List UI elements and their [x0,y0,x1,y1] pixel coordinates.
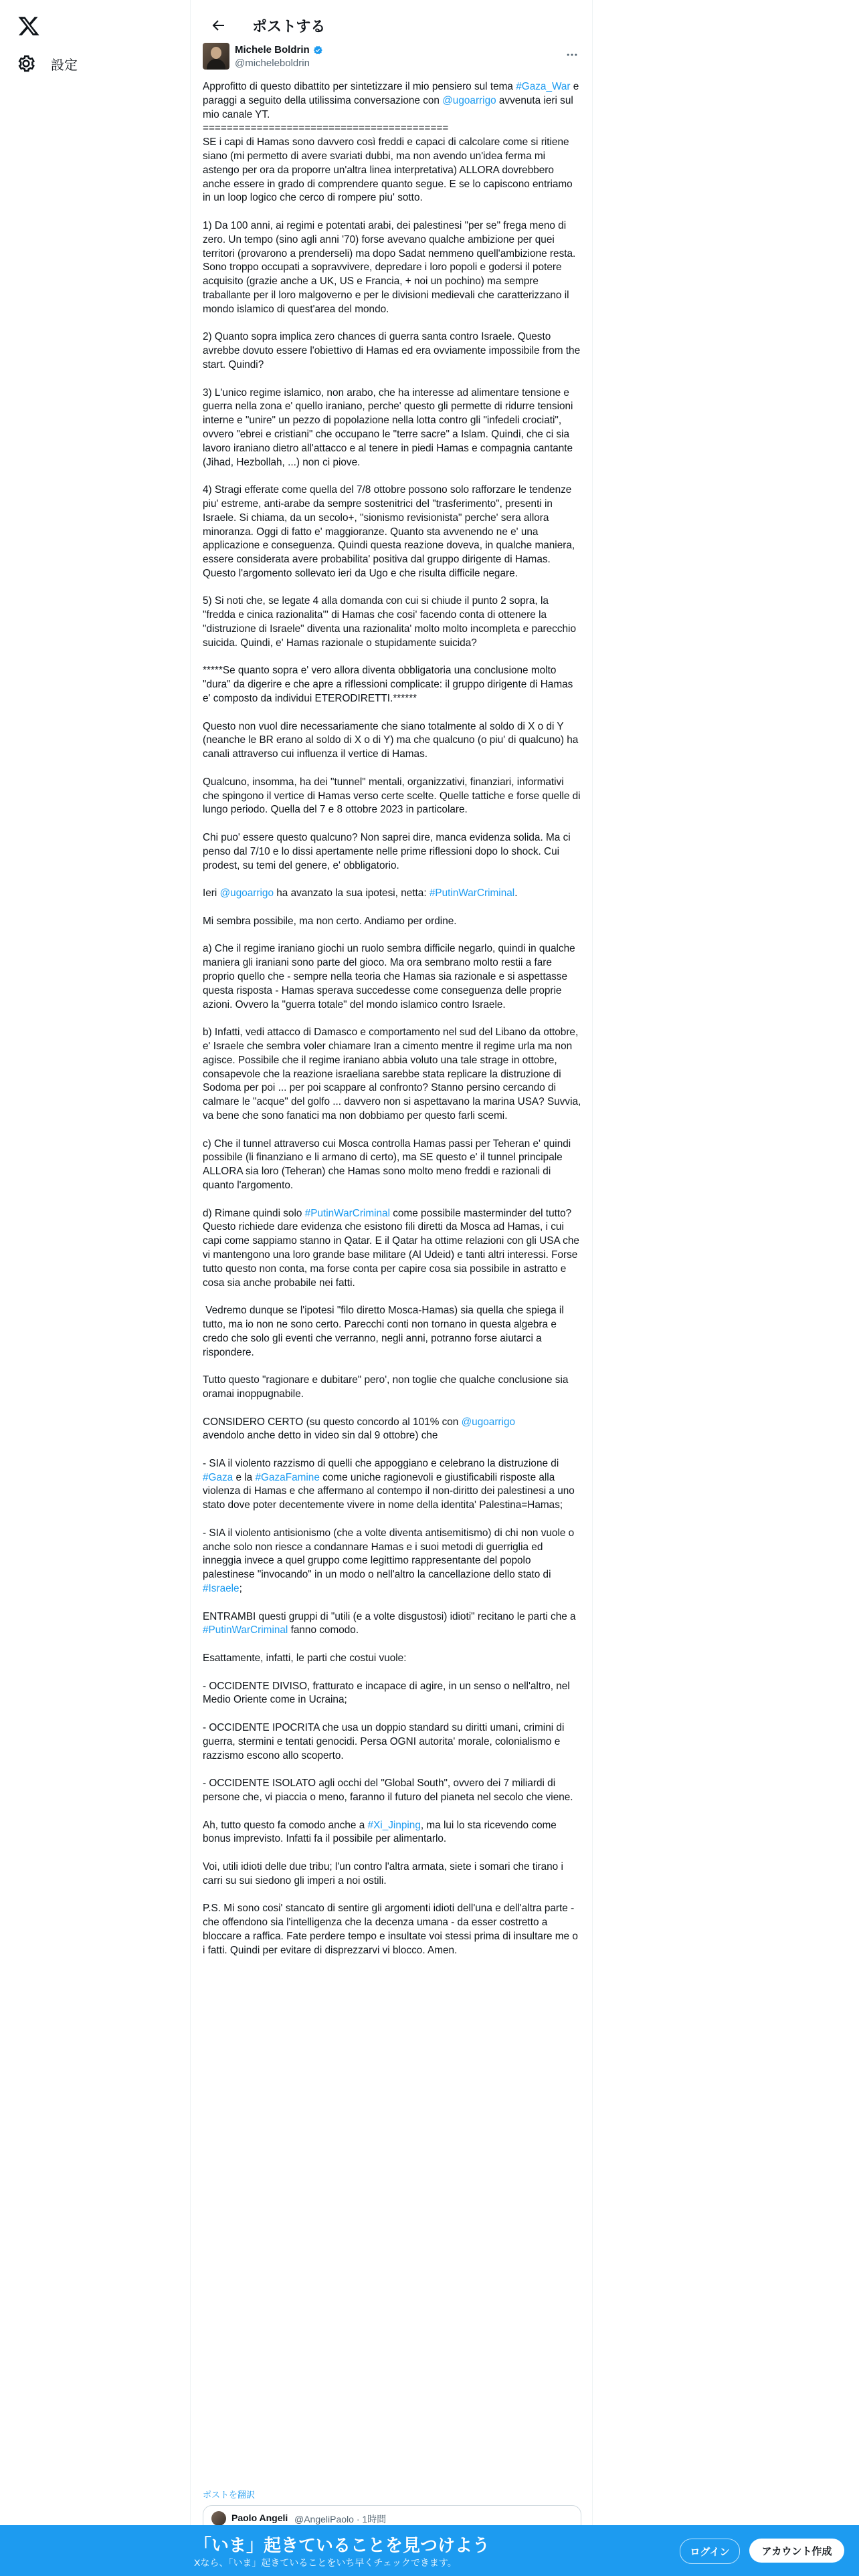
x-logo-icon[interactable] [17,15,40,37]
avatar[interactable] [203,43,229,70]
mention-link[interactable]: @ugoarrigo [219,887,274,899]
back-arrow-icon[interactable] [211,17,227,33]
login-button[interactable]: ログイン [680,2539,740,2564]
banner-title: 「いま」起きていることを見つけよう [194,2535,490,2555]
page-title: ポストする [252,17,326,35]
hashtag-link[interactable]: #Israele [203,1583,240,1595]
hashtag-link[interactable]: #PutinWarCriminal [304,1207,390,1219]
mention-link[interactable]: @ugoarrigo [461,1416,516,1428]
post-text-segment: come uniche ragionevoli e giustificabili risposte alla violenza di Hamas e che affermano al contempo il non-diritto dei palestinesi a uno stato dove poter decentemente vivere in nome della identita' Palestina=Hamas; - SIA il violento antisionismo (che a volte diventa antisemitismo) di chi non vuole o anche solo non riesce a condannare Hamas e i suoi metodi di guerriglia ed inneggia invece a quel gruppo come legittimo rappresentante del popolo palestinese "invocando" in un modo o nell'altro la cancellazione dello stato di [203,1471,575,1581]
hashtag-link[interactable]: #Xi_Jinping [367,1819,421,1831]
nav-settings-label: 設定 [51,58,78,73]
hashtag-link[interactable]: #GazaFamine [255,1471,320,1483]
hashtag-link[interactable]: #Gaza_War [516,81,571,92]
author-handle[interactable]: @micheleboldrin [235,58,310,69]
post-text-segment: , ma lui lo sta ricevendo come bonus imprevisto. Infatti fa il possibile per alimentarlo. Voi, utili idioti delle due tribu; l'un contro l'altra armata, siete i somari che tirano i carri su sui siedono gli imperi a noi ostili. P.S. Mi sono cosi' stancato di sentire gli argomenti idioti dell'una e dell'altra parte - che offendono sia l'intelligenza che la decenza umana - da esser costretto a bloccare a raffica. Fate perdere tempo e insultate voi stessi prima di insultare me o i fatti. Quindi per evitare di disprezzarvi vi blocco. Amen. [203,1819,578,1956]
mention-link[interactable]: @ugoarrigo [442,94,496,106]
signup-banner [0,2525,859,2576]
post-author [203,43,580,72]
more-options-icon[interactable] [565,48,579,62]
main-column [190,0,593,2576]
post-text-segment: e paraggi a seguito della utilissima conversazione con [203,81,582,106]
post-text-segment: fanno comodo. Esattamente, infatti, le parti che costui vuole: - OCCIDENTE DIVISO, fratturato e incapace di agire, in un senso o nell'altro, nel Medio Oriente come in Ucraina; - OCCIDENTE IPOCRITA che usa un doppio standard su diritti umani, crimini di guerra, stermini e tentati genocidi. Persa OGNI autorita' morale, colonialismo e razzismo escono allo scoperto. - OCCIDENTE ISOLATO agli occhi del "Global South", ovvero dei 7 miliardi di persone che, vi piaccia o meno, faranno il futuro del pianeta nel secolo che viene. Ah, tutto questo fa comodo anche a [203,1624,573,1831]
quote-author-handle: @AngeliPaolo · 1時間 [294,2514,387,2525]
signup-button[interactable]: アカウント作成 [749,2539,844,2563]
nav-settings[interactable] [16,53,78,74]
post-text-segment: ha avanzato la sua ipotesi, netta: [273,887,430,899]
post-text [203,80,581,1958]
post-text-segment: e la [233,1471,256,1483]
banner-subtitle: Xなら、「いま」起きていることをいち早くチェックできます。 [194,2557,457,2568]
hashtag-link[interactable]: #PutinWarCriminal [203,1624,288,1636]
verified-badge-icon [312,45,323,56]
quote-avatar [211,2511,226,2526]
author-name[interactable]: Michele Boldrin [235,44,310,56]
translate-post-link[interactable]: ポストを翻訳 [203,2490,256,2500]
hashtag-link[interactable]: #Gaza [203,1471,233,1483]
post-text-segment: come possibile masterminder del tutto? Questo richiede dare evidenza che esistono fili diretti da Mosca ad Hamas, i cui capi come sappiamo stanno in Qatar. E il Qatar ha ottime relazioni con gli USA che vi mantengono una loro grande base militare (Al Udeid) e tanti altri interessi. Forse tutto questo non conta, ma forse conta per capire cosa sia possibile in astratto e cosa sia anche probabile nei fatti. Vedremo dunque se l'ipotesi "filo diretto Mosca-Hamas) sia quella che spiega il tutto, ma io non ne sono certo. Parecchi conti non tornano in questa algebra e credo che solo gli eventi che verranno, negli anni, potranno forse aiutarci a rispondere. Tutto questo "ragionare e dubitare" pero', non toglie che qualche conclusione sia oramai inoppugnabile. CONSIDERO CERTO (su questo concordo al 101% con [203,1207,579,1428]
quote-author-name: Paolo Angeli [231,2512,288,2523]
author-name-row[interactable] [235,44,323,56]
post-text-segment: Approfitto di questo dibattito per sintetizzare il mio pensiero sul tema [203,81,516,92]
post-text-segment: avvenuta ieri sul mio canale YT. ========================================= SE i capi di Hamas sono davvero così freddi e capaci di calcolare come si ritiene siano (mi permetto di avere svariati dubbi, ma non avendo un'idea ferma mi astengo per ora da proporre un'altra linea interpretativa) ALLORA dovrebbero anche essere in grado di comprendere quanto segue. E se lo capiscono entriamo in un loop logico che cerco di rompere piu' sotto. 1) Da 100 anni, ai regimi e potentati arabi, dei palestinesi "per se" frega meno di zero. Un tempo (sino agli anni '70) forse avevano qualche ambizione per quei territori (provarono a prenderseli) ma dopo Sadat nemmeno quell'ambizione resta. Sono troppo occupati a sopravvivere, depredare i loro popoli e godersi il potere acquisito (grazie anche a UK, US e Francia, + noi un pochino) ma sempre traballante per il loro malgoverno e per le divisioni medievali che caratterizzano il mondo islamico di quest'area del mondo. 2) Quanto sopra implica zero chances di guerra santa contro Israele. Questo avrebbe dovuto essere l'obiettivo di Hamas ed era ovviamente impossibile from the start. Quindi? 3) L'unico regime islamico, non arabo, che ha interesse ad alimentare tensione e guerra nella zona e' quello iraniano, perche' questo gli permette di ridurre tensioni interne e "unire" un pezzo di popolazione nella lotta contro gli "infedeli crociati", ovvero "ebrei e cristiani" che occupano le "terre sacre" a Islam. Quindi, che ci sia lavoro iraniano dietro all'attacco e al tenere in piedi Hamas e compagnia cantante (Jihad, Hezbollah, ...) non ci piove. 4) Stragi efferate come quella del 7/8 ottobre possono solo rafforzare le tendenze piu' estreme, anti-arabe da sempre sostenitrici del "trasferimento", presenti in Israele. Si chiama, da un secolo+, "sionismo revisionista" perche' sera allora minoranza. Oggi di fatto e' maggioranze. Quanto sta avvenendo ne e' una applicazione e conseguenza. Quindi questa reazione doveva, in qualche maniera, essere considerata avere probabilita' positiva dal gruppo dirigente di Hamas. Questo l'argomento sollevato ieri da Ugo e che risulta difficile negare. 5) Si noti che, se legate 4 alla domanda con cui si chiude il punto 2 sopra, la "fredda e cinica razionalita'" di Hamas che cosi' facendo conta di ottenere la "distruzione di Israele" diventa una razionalita' molto molto incompleta e parecchio suicida. Quindi, e' Hamas razionale o stupidamente suicida? *****Se quanto sopra e' vero allora diventa obbligatoria una conclusione molto "dura" da digerire e che apre a riflessioni complicate: il gruppo dirigente di Hamas e' composto da individui ETERODIRETTI.****** Questo non vuol dire necessariamente che siano totalmente al soldo di X o di Y (neanche le BR erano al soldo di X o di Y) ma che qualcuno (o piu' di qualcuno) ha canali attraverso cui influenza il vertice di Hamas. Qualcuno, insomma, ha dei "tunnel" mentali, organizzativi, finanziari, informativi che spingono il vertice di Hamas verso certe scelte. Quelle tattiche e forse quelle di lungo periodo. Quella del 7 e 8 ottobre 2023 in particolare. Chi puo' essere questo qualcuno? Non saprei dire, manca evidenza solida. Ma ci penso dal 7/10 e lo dissi apertamente nelle prime riflessioni dopo lo shock. Cui prodest, su temi del genere, e' obbligatorio. Ieri [203,94,581,899]
gear-icon [16,53,36,74]
left-navigation [0,0,190,2576]
hashtag-link[interactable]: #PutinWarCriminal [429,887,515,899]
post-text-segment: avendolo anche detto in video sin dal 9 ottobre) che - SIA il violento razzismo di quelli che appoggiano e celebrano la distruzione di [203,1430,559,1469]
post-text-segment: . Mi sembra possibile, ma non certo. Andiamo per ordine. a) Che il regime iraniano giochi un ruolo sembra difficile negarlo, quindi in qualche maniera gli iraniani sono parte del gioco. Ma ora sembrano molto restii a fare proprio quello che - sempre nella teoria che Hamas sia razionale e si aspettasse questa risposta - Hamas sperava succedesse come conseguenza delle proprie azioni. Ovvero la "guerra totale" del mondo islamico contro Israele. b) Infatti, vedi attacco di Damasco e comportamento nel sud del Libano da ottobre, e' Israele che sembra voler chiamare Iran a cimento mentre il regime urla ma non agisce. Possibile che il regime iraniano abbia voluto una tale strage in ottobre, consapevole che la reazione israeliana sarebbe stata replicare la distruzione di Sodoma per poi ... per poi scappare al confronto? Stanno persino cercando di calmare le "acque" del golfo ... davvero non si aspettavano la marina USA? Suvvia, va bene che sono fanatici ma non dobbiamo per questo farli scemi. c) Che il tunnel attraverso cui Mosca controlla Hamas passi per Teheran e' quindi possibile (li finanziano e li armano di certo), ma SE questo e' il tunnel principale ALLORA sia loro (Teheran) che Hamas sono molto meno freddi e razionali di quanto l'argomento. d) Rimane quindi solo [203,887,581,1219]
post-text-segment: ; ENTRAMBI questi gruppi di "utili (e a volte disgustosi) idioti" recitano le parti che a [203,1583,576,1622]
